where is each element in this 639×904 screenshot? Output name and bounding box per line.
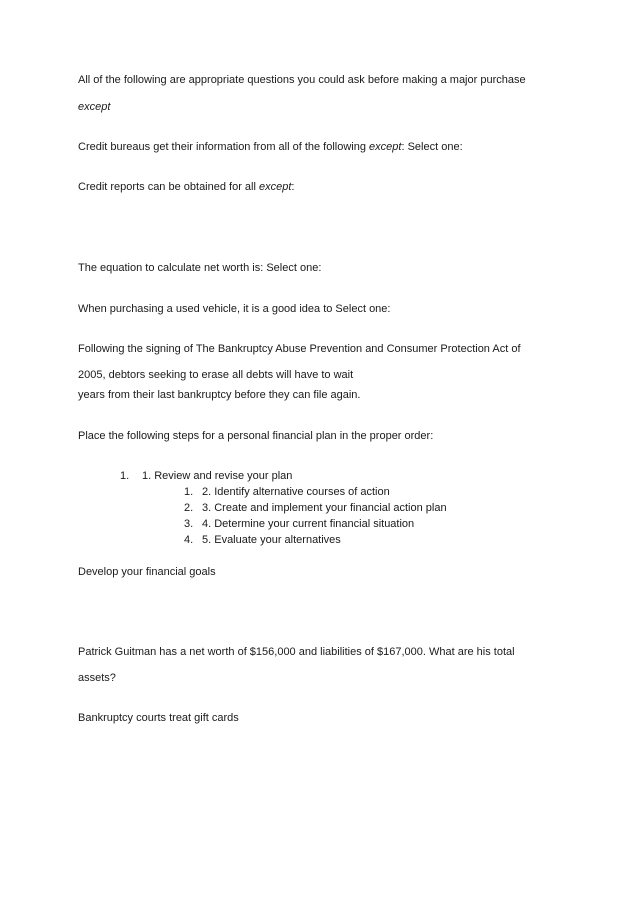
list-number: 1. (120, 470, 130, 482)
list-number: 2. (184, 502, 194, 514)
q1-except: except (78, 101, 111, 113)
list-text: 5. Evaluate your alternatives (202, 534, 341, 546)
q3-text (78, 181, 294, 194)
q1-line1: All of the following are appropriate questions you could ask before making a major purchase (78, 74, 526, 86)
q2-pre: Credit bureaus get their information from all of the following (78, 141, 370, 153)
q7-text: Place the following steps for a personal financial plan in the proper order: (78, 430, 434, 442)
q8-line1: Patrick Guitman has a net worth of $156,000 and liabilities of $167,000. What are his total (78, 646, 515, 658)
q6-line1: Following the signing of The Bankruptcy Abuse Prevention and Consumer Protection Act of (78, 343, 521, 355)
list-number: 4. (184, 534, 194, 546)
list-item (120, 470, 292, 483)
q6-line2: 2005, debtors seeking to erase all debts will have to wait (78, 369, 354, 381)
q2-text (78, 141, 463, 154)
list-text: 2. Identify alternative courses of action (202, 486, 390, 498)
list-text: 1. Review and revise your plan (142, 470, 293, 482)
list-text: 3. Create and implement your financial action plan (202, 502, 447, 514)
q6-line3: years from their last bankruptcy before they can file again. (78, 389, 361, 401)
q2-post: : Select one: (401, 141, 463, 153)
list-item (184, 518, 414, 531)
list-item (184, 486, 390, 499)
list-number: 1. (184, 486, 194, 498)
q9-text: Bankruptcy courts treat gift cards (78, 712, 239, 724)
q3-except: except (259, 181, 292, 193)
q3-pre: Credit reports can be obtained for all (78, 181, 259, 193)
list-item (184, 502, 447, 515)
q8-line2: assets? (78, 672, 116, 684)
q3-post: : (291, 181, 295, 193)
list-item (184, 534, 341, 547)
q4-text: The equation to calculate net worth is: Select one: (78, 262, 322, 274)
q2-except: except (369, 141, 402, 153)
q1-line2 (78, 101, 110, 114)
list-text: 4. Determine your current financial situation (202, 518, 415, 530)
q7-after: Develop your financial goals (78, 566, 216, 578)
q5-text: When purchasing a used vehicle, it is a good idea to Select one: (78, 303, 391, 315)
list-number: 3. (184, 518, 194, 530)
